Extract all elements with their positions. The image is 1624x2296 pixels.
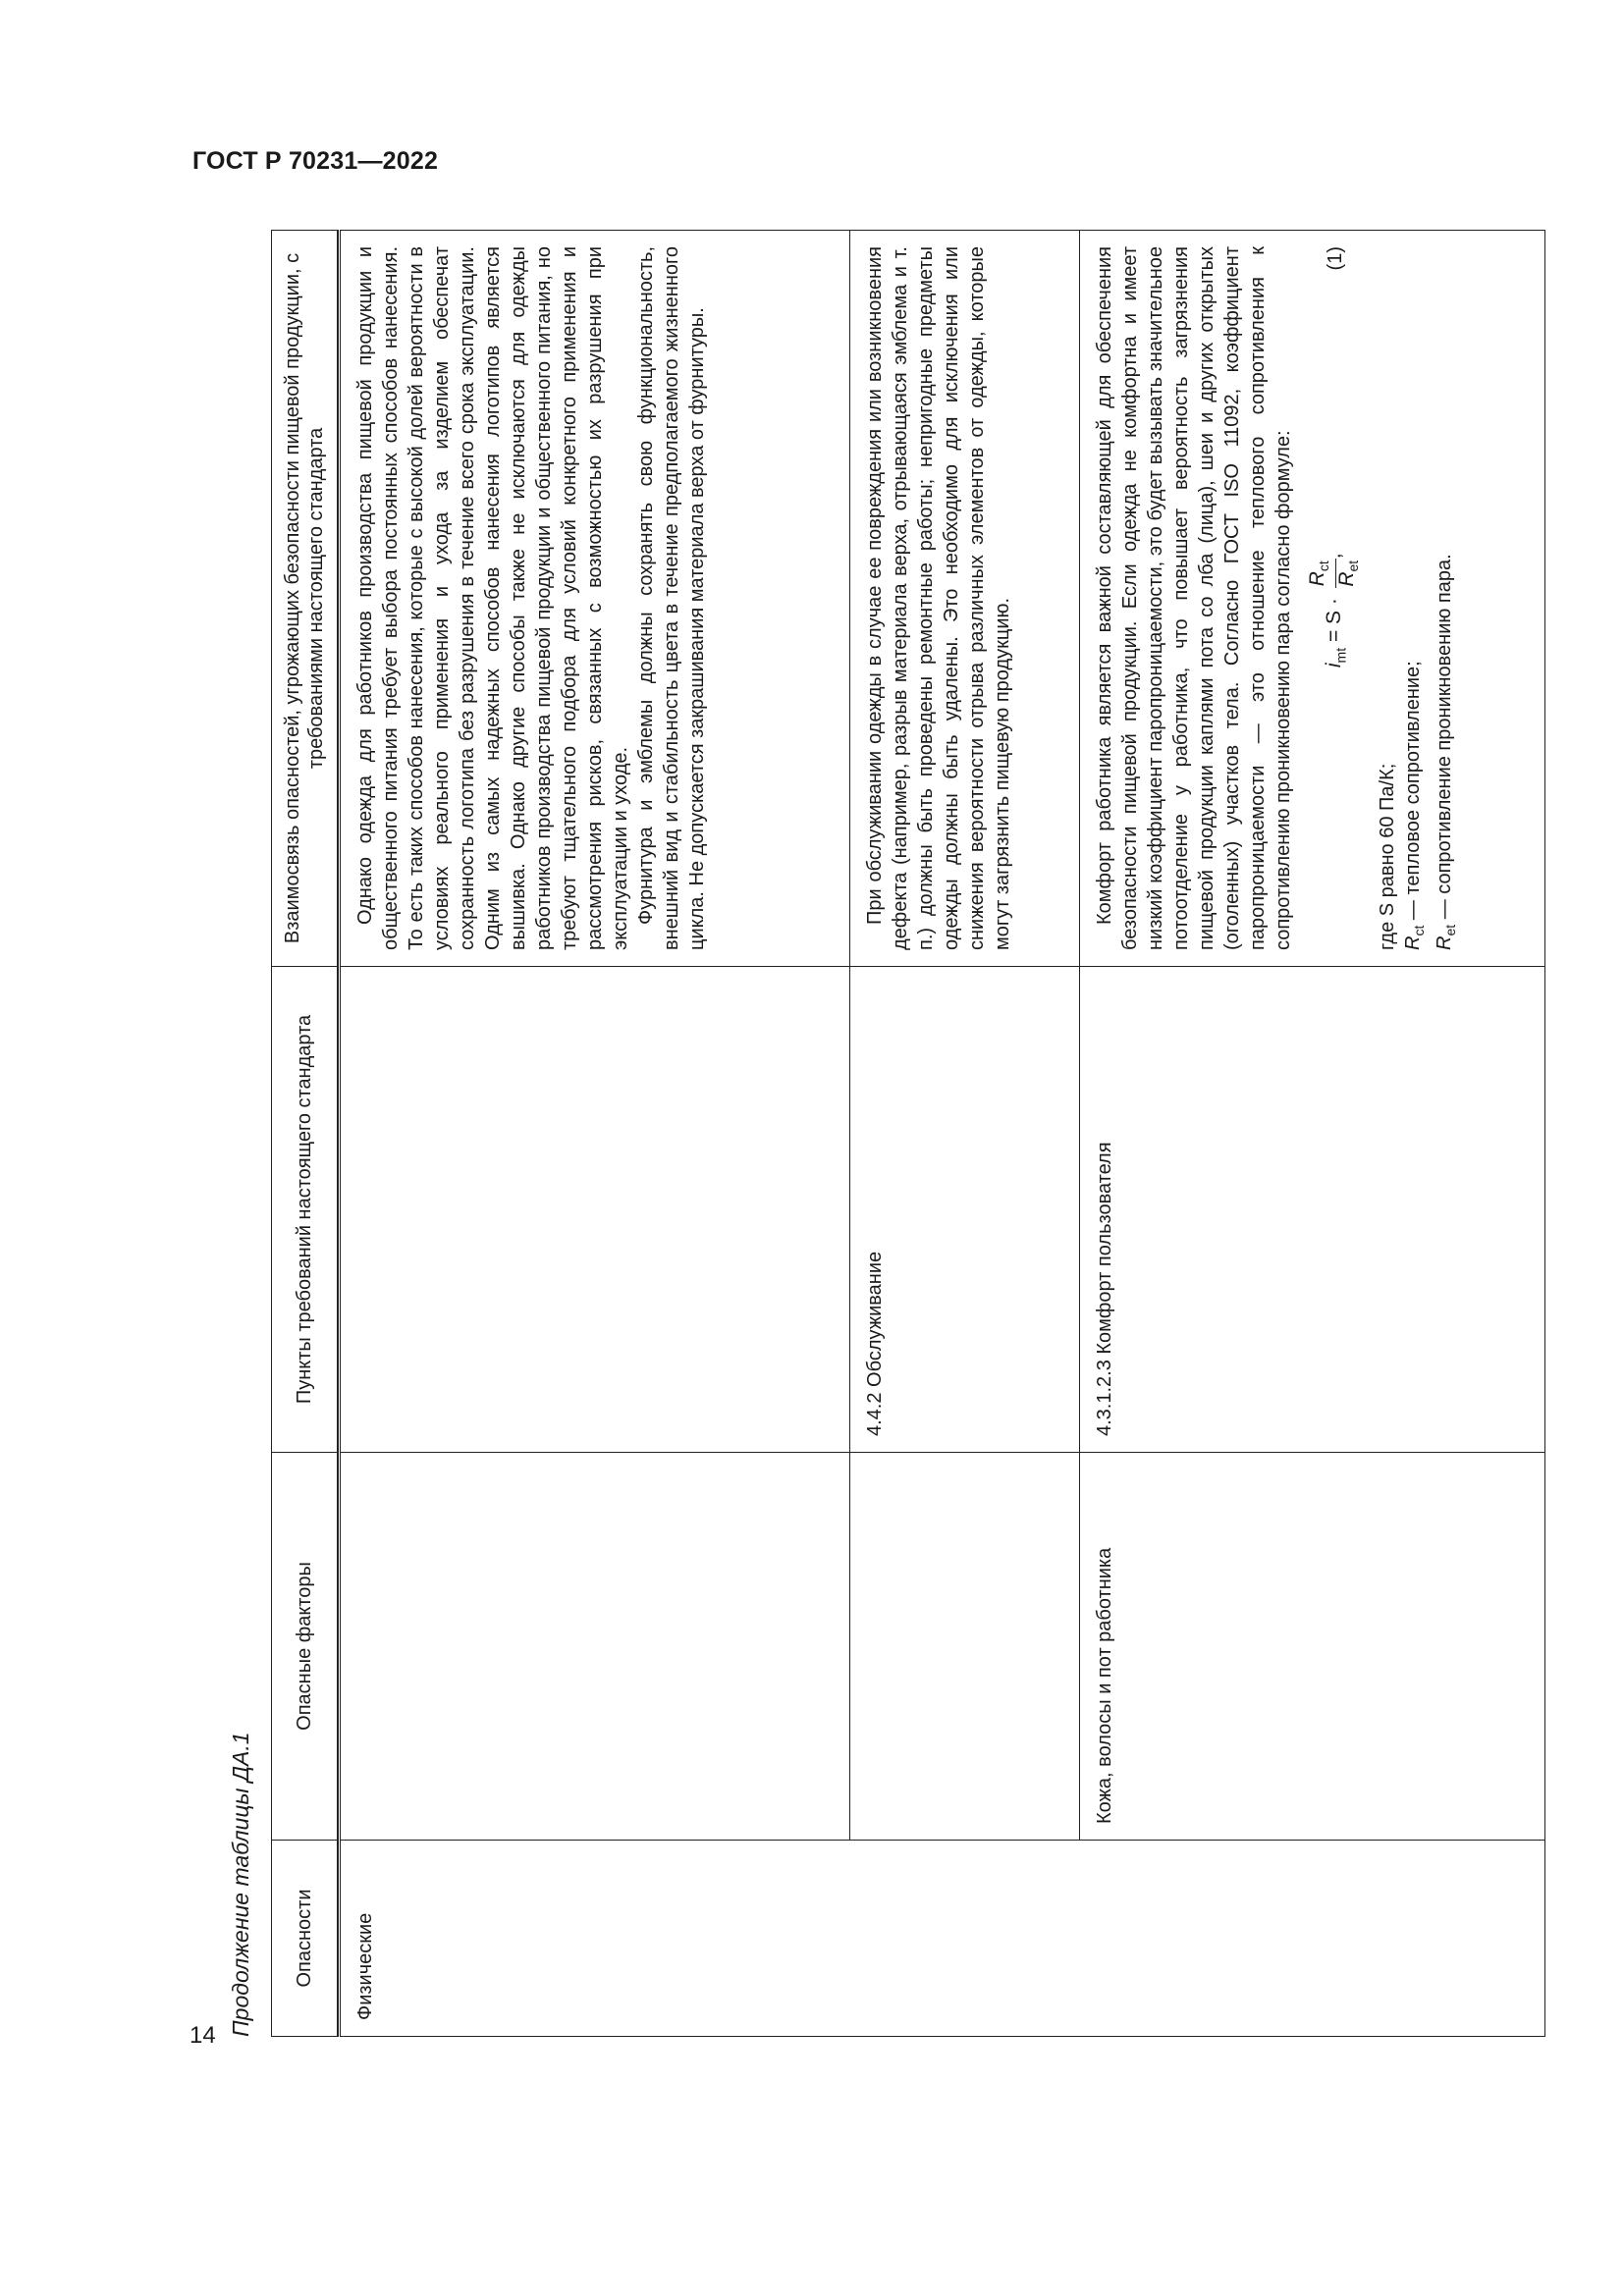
table-caption: Продолжение таблицы ДА.1 (228, 1732, 253, 2037)
col-header-hazards: Опасности (272, 1841, 338, 2037)
page-number: 14 (189, 2022, 216, 2049)
hazard-cell: Физические (340, 1841, 1545, 2037)
factor-cell: Кожа, волосы и пот работника (1080, 1453, 1545, 1841)
relation-cell (850, 231, 1080, 967)
clause-cell (340, 967, 850, 1453)
formula-comma: , (1323, 553, 1346, 560)
formula-numerator: $R_{ct}$ (1307, 559, 1335, 588)
table-header-row (272, 231, 338, 2037)
formula-fraction (1307, 559, 1363, 588)
table-row (1080, 231, 1545, 2037)
table-row (340, 231, 850, 2037)
formula-denominator: $R_{et}$ (1334, 560, 1361, 587)
col-header-relation: Взаимосвязь опасностей, угрожающих безопасности пищевой продукции, с требованиями настоящего стандарта (272, 231, 338, 967)
relation-paragraph: Однако одежда для работников производства пищевой продукции и общественного питания требует выбора постоянных способов нанесения. То есть таких способов нанесения, которые с высокой долей вероятности в условиях реального применения и ухода за изделием обеспечат сохранность логотипа без разрушения в течение всего срока эксплуатации. Одним из самых надежных способов нанесения логотипов является вышивка. Однако другие способы также не исключаются для одежды работников производства пищевой продукции и общественного питания, но требуют тщательного подбора для условий конкретного применения и рассмотрения рисков, связанных с возможностью их разрушения при эксплуатации и уходе. (354, 246, 631, 950)
relation-cell (340, 231, 850, 967)
formula-number: (1) (1325, 246, 1346, 271)
relation-paragraph: Комфорт работника является важной составляющей для обеспечения безопасности пищевой продукции. Если одежда не комфортна и имеет низкий коэффициент паропроницаемости, это будет вызывать значительное потоотделение у работника, что повышает вероятность загрязнения пищевой продукции каплями пота со лба (лица), шеи и других открытых (оголенных) участков тела. Согласно ГОСТ ISO 11092, коэффициент паропроницаемости — это отношение теплового сопротивления к сопротивлению проникновению пара согласно формуле: (1094, 246, 1294, 950)
hazard-table (271, 230, 1545, 2037)
factor-cell (850, 1453, 1080, 1841)
clause-cell: 4.3.1.2.3 Комфорт пользователя (1080, 967, 1545, 1453)
formula-1 (1308, 246, 1363, 950)
formula-expression (1307, 270, 1363, 950)
formula-def-rct: $R_{ct}$ — тепловое сопротивление; (1402, 661, 1427, 950)
formula-lhs-sub: mt (1332, 647, 1349, 664)
formula-def-ret: $R_{et}$ — сопротивление проникновению пара. (1434, 554, 1458, 950)
formula-eq: = S · (1323, 598, 1346, 648)
formula-lhs: i (1323, 663, 1346, 668)
relation-cell (1080, 231, 1545, 967)
rotated-table-area (228, 231, 1485, 2037)
clause-cell: 4.4.2 Обслуживание (850, 967, 1080, 1453)
table-row (850, 231, 1080, 2037)
formula-where: где S равно 60 Па/К; (1377, 763, 1398, 950)
col-header-factors: Опасные факторы (272, 1453, 338, 1841)
relation-paragraph: При обслуживании одежды в случае ее повреждения или возникновения дефекта (например, разрыв материала верха, отрывающаяся эмблема и т. п.) должны быть проведены ремонтные работы; непригодные предметы одежды должны быть удалены. Это необходимо для исключения или снижения вероятности отрыва различных элементов от одежды, которые могут загрязнить пищевую продукцию. (864, 246, 1013, 950)
relation-paragraph: Фурнитура и эмблемы должны сохранять свою функциональность, внешний вид и стабильность цвета в течение предполагаемого жизненного цикла. Не допускается закрашивания материала верха от фурнитуры. (635, 246, 708, 950)
document-code: ГОСТ Р 70231—2022 (192, 147, 439, 175)
col-header-clauses: Пункты требований настоящего стандарта (272, 967, 338, 1453)
factor-cell (340, 1453, 850, 1841)
